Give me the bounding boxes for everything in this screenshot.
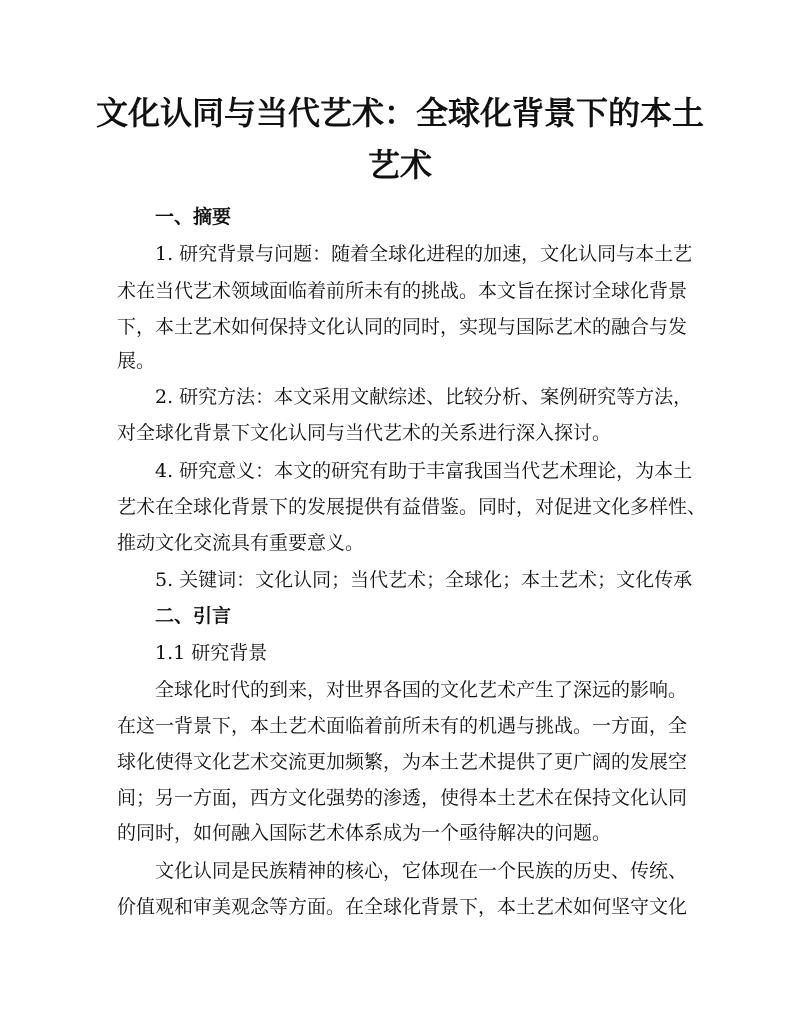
introduction-heading: 二、引言 [155,605,232,627]
paragraph-line: 4. 研究意义：本文的研究有助于丰富我国当代艺术理论，为本土 [155,460,693,482]
document-title-line-1: 文化认同与当代艺术：全球化背景下的本土 [95,94,704,132]
paragraph-line: 的同时，如何融入国际艺术体系成为一个亟待解决的问题。 [117,822,612,844]
paragraph-line: 下，本土艺术如何保持文化认同的同时，实现与国际艺术的融合与发 [117,316,688,338]
paragraph-line: 球化使得文化艺术交流更加频繁，为本土艺术提供了更广阔的发展空 [117,751,688,773]
research-background-subheading: 1.1 研究背景 [155,642,268,664]
paragraph-line: 文化认同是民族精神的核心，它体现在一个民族的历史、传统、 [155,860,688,882]
document-title-line-2: 艺术 [367,146,432,184]
paragraph-line: 展。 [117,350,156,372]
paragraph-line: 在这一背景下，本土艺术面临着前所未有的机遇与挑战。一方面，全 [117,715,688,737]
abstract-keywords: 5. 关键词：文化认同；当代艺术；全球化；本土艺术；文化传承 [155,569,693,591]
paragraph-line: 全球化时代的到来，对世界各国的文化艺术产生了深远的影响。 [155,679,688,701]
paragraph-line: 价值观和审美观念等方面。在全球化背景下，本土艺术如何坚守文化 [117,896,688,918]
paragraph-line: 间；另一方面，西方文化强势的渗透，使得本土艺术在保持文化认同 [117,787,688,809]
paragraph-line: 术在当代艺术领域面临着前所未有的挑战。本文旨在探讨全球化背景 [117,280,688,302]
paragraph-line: 对全球化背景下文化认同与当代艺术的关系进行深入探讨。 [117,422,612,444]
paragraph-line: 推动文化交流具有重要意义。 [117,532,365,554]
paragraph-line: 1. 研究背景与问题：随着全球化进程的加速，文化认同与本土艺 [155,243,693,265]
paragraph-line: 2. 研究方法：本文采用文献综述、比较分析、案例研究等方法， [155,386,693,408]
abstract-heading: 一、摘要 [155,206,232,228]
paragraph-line: 艺术在全球化背景下的发展提供有益借鉴。同时，对促进文化多样性、 [117,496,707,518]
